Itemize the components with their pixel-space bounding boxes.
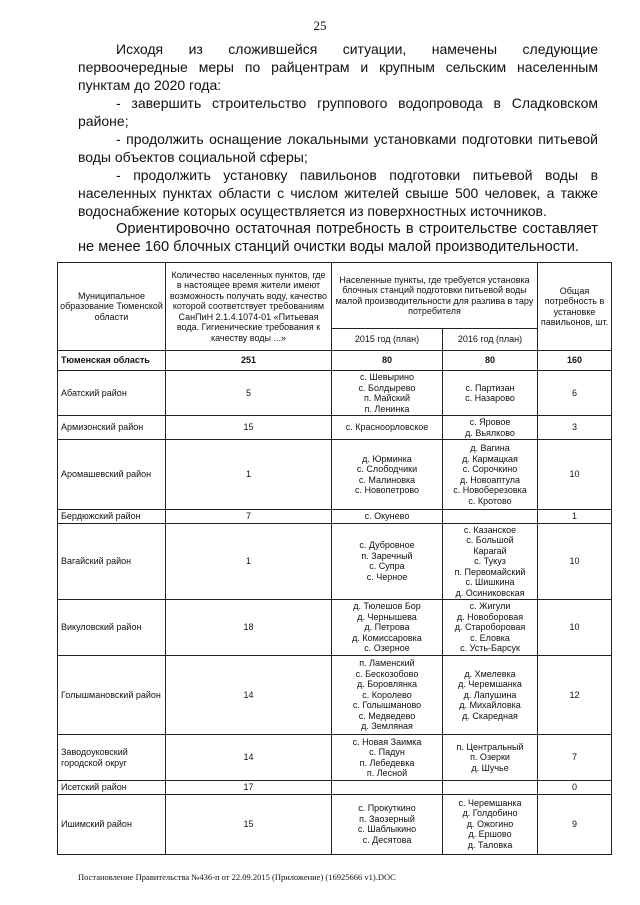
settlements-2015-cell (332, 371, 443, 416)
settlement-name: с. Бескозобово (355, 668, 419, 679)
settlement-name: с. Дубровное (359, 540, 415, 551)
settlements-2015-cell (332, 351, 443, 371)
district-cell: Аромашевский район (58, 440, 166, 510)
settlement-name: д. Чернышева (357, 611, 417, 622)
count-cell: 14 (166, 735, 332, 781)
total-cell: 1 (538, 510, 612, 524)
table-row (58, 656, 612, 735)
total-cell: 9 (538, 794, 612, 854)
total-cell: 10 (538, 600, 612, 656)
settlement-name: с. Черемшанка (458, 797, 522, 808)
settlement-name: с. Новая Заимка (352, 736, 422, 747)
settlement-name: д. Шучье (471, 762, 509, 773)
total-cell: 160 (538, 351, 612, 371)
table-row (58, 416, 612, 440)
settlement-name: с. Кротово (468, 495, 512, 506)
table-row (58, 781, 612, 795)
district-cell: Исетский район (58, 781, 166, 795)
settlements-2016-cell (443, 440, 538, 510)
settlements-2015-cell (332, 416, 443, 440)
settlement-name: с. Королево (362, 689, 412, 700)
count-cell: 251 (166, 351, 332, 371)
settlement-name: п. Ленинка (364, 403, 410, 414)
settlements-2015-cell (332, 600, 443, 656)
settlement-name: Карагай (473, 545, 507, 556)
settlements-2015-cell (332, 510, 443, 524)
table-row (58, 440, 612, 510)
settlement-name: с. Окунево (364, 511, 410, 521)
settlement-name: д. Ершово (468, 829, 512, 840)
settlements-2016-cell (443, 656, 538, 735)
settlements-table (57, 262, 612, 855)
table-row (58, 523, 612, 600)
settlement-name: п. Озерки (470, 752, 510, 763)
settlements-2016-cell (443, 351, 538, 371)
settlement-name: с. Голышманово (352, 700, 422, 711)
settlement-name: с. Казанское (463, 524, 517, 535)
settlements-2016-cell (443, 600, 538, 656)
header-2015: 2015 год (план) (332, 329, 443, 351)
intro-paragraph-5: Ориентировочно остаточная потребность в строительстве составляет не менее 160 блочных станций очистки воды малой производительности. (78, 221, 598, 255)
district-cell: Викуловский район (58, 600, 166, 656)
table-row (58, 600, 612, 656)
settlement-name: с. Жигули (469, 601, 511, 612)
settlement-name: 80 (485, 355, 496, 366)
settlement-name: с. Малиновка (358, 474, 416, 485)
settlement-name: д. Лапушина (463, 689, 517, 700)
count-cell: 1 (166, 440, 332, 510)
settlements-2016-cell (443, 794, 538, 854)
settlement-name: с. Черное (366, 571, 408, 582)
count-cell: 15 (166, 416, 332, 440)
total-cell: 6 (538, 371, 612, 416)
total-cell: 0 (538, 781, 612, 795)
settlement-name: д. Хмелевка (464, 668, 516, 679)
settlement-name: д. Земляная (361, 721, 413, 732)
settlement-name: с. Новоберезовка (453, 485, 527, 495)
intro-paragraph-2: - завершить строительство группового водопровода в Сладковском районе; (78, 95, 598, 129)
district-cell: Абатский район (58, 371, 166, 416)
document-footer: Постановление Правительства №436-п от 22.09.2015 (Приложение) (16925666 v1).DOC (78, 872, 396, 882)
settlement-name: с. Десятова (362, 834, 412, 845)
settlement-name: с. Слободчики (356, 464, 418, 474)
settlement-name: п. Лесной (366, 768, 408, 778)
district-cell: Ишимский район (58, 794, 166, 854)
settlement-name: с. Шаблыкино (357, 824, 417, 834)
settlement-name: п. Заречный (361, 550, 413, 561)
count-cell: 1 (166, 523, 332, 600)
settlement-name: с. Болдырево (358, 382, 416, 393)
settlements-2016-cell (443, 735, 538, 781)
settlement-name: с. Прокуткино (358, 803, 416, 813)
settlement-name: с. Шевырино (359, 372, 414, 382)
total-cell: 10 (538, 440, 612, 510)
total-cell: 12 (538, 656, 612, 735)
district-cell: Заводоуковский городской округ (58, 735, 166, 781)
intro-paragraph-3: - продолжить оснащение локальными установками подготовки питьевой воды объектов социальной сферы; (78, 131, 598, 165)
district-cell: Вагайский район (58, 523, 166, 600)
settlement-name: п. Первомайский (454, 566, 526, 577)
settlement-name: д. Вьялково (465, 427, 515, 438)
total-cell: 3 (538, 416, 612, 440)
table-row (58, 510, 612, 524)
table-row (58, 351, 612, 371)
count-cell: 7 (166, 510, 332, 524)
settlement-name: д. Ожогино (466, 818, 514, 829)
table-row (58, 794, 612, 854)
table-row (58, 371, 612, 416)
settlement-name: с. Красноорловское (345, 422, 429, 433)
settlement-name: с. Шишкина (465, 577, 515, 587)
settlements-2015-cell (332, 523, 443, 600)
header-settlement-count: Количество населенных пунктов, где в настоящее время жители имеют возможность получать воду, качество которой соответствует требованиям СанПиН 2.1.4.1074-01 «Питьевая вода. Гигиенические требования к качеству воды ...» (166, 263, 332, 351)
header-2016: 2016 год (план) (443, 329, 538, 351)
settlement-name: д. Осиниковская (455, 587, 525, 598)
settlements-2015-cell (332, 794, 443, 854)
settlement-name: д. Голдобино (462, 808, 518, 819)
intro-text (78, 40, 598, 256)
settlement-name: с. Медведево (358, 710, 416, 721)
settlement-name: с. Новопетрово (354, 485, 420, 495)
total-cell: 7 (538, 735, 612, 781)
table-header (58, 263, 612, 351)
count-cell: 18 (166, 600, 332, 656)
header-municipality: Муниципальное образование Тюменской области (58, 263, 166, 351)
settlement-name: с. Назарово (465, 393, 515, 403)
settlement-name: д. Вагина (470, 443, 510, 453)
settlement-name: п. Заозерный (359, 813, 415, 824)
settlements-2016-cell (443, 371, 538, 416)
settlement-name: п. Лебедевка (359, 757, 415, 768)
count-cell: 5 (166, 371, 332, 416)
settlement-name: д. Черемшанка (458, 679, 522, 690)
settlement-name: п. Майский (364, 393, 410, 403)
table-row (58, 735, 612, 781)
settlements-2016-cell (443, 416, 538, 440)
settlement-name: д. Тюлешов Бор (353, 601, 421, 612)
settlement-name: с. Падун (369, 747, 405, 757)
table-body (58, 351, 612, 855)
count-cell: 14 (166, 656, 332, 735)
count-cell: 17 (166, 781, 332, 795)
settlement-name: д. Староборовая (454, 622, 526, 633)
settlement-name: п. Центральный (456, 741, 524, 752)
page-number: 25 (313, 18, 327, 33)
settlement-name: с. Большой (466, 535, 514, 545)
total-cell: 10 (538, 523, 612, 600)
intro-paragraph-1: Исходя из сложившейся ситуации, намечены следующие первоочередные меры по райцентрам и крупным сельским населенным пунктам до 2020 года: (78, 41, 598, 93)
district-cell: Бердюжский район (58, 510, 166, 524)
settlement-name: 80 (381, 355, 392, 366)
header-settlements-needed: Населенные пункты, где требуется установка блочных станций подготовки питьевой воды малой производительности для разлива в тару потребителя (332, 263, 538, 329)
header-total-need: Общая потребность в установке павильонов, шт. (538, 263, 612, 351)
settlements-2015-cell (332, 735, 443, 781)
settlement-name: с. Тукуз (474, 556, 506, 566)
settlement-name: д. Юрминка (362, 453, 412, 464)
settlement-name: д. Кармацкая (462, 453, 518, 464)
settlement-name: с. Еловка (470, 632, 510, 643)
district-cell: Тюменская область (58, 351, 166, 371)
district-cell: Армизонский район (58, 416, 166, 440)
settlements-2015-cell (332, 656, 443, 735)
settlements-2015-cell (332, 440, 443, 510)
settlements-2016-cell (443, 523, 538, 600)
intro-paragraph-4: - продолжить установку павильонов подготовки питьевой воды в населенных пунктах области с числом жителей свыше 500 человек, а также водоснабжение которых осуществляется из поверхностных источников. (78, 167, 598, 219)
count-cell: 15 (166, 794, 332, 854)
settlement-name: д. Новоборовая (456, 611, 524, 622)
settlement-name: д. Скаредная (462, 710, 518, 721)
settlement-name: с. Озерное (364, 643, 410, 654)
settlement-name: с. Яровое (469, 417, 511, 427)
settlement-name: д. Таловка (467, 839, 513, 850)
settlement-name: с. Сорочкино (462, 464, 518, 474)
settlement-name: с. Супра (369, 561, 405, 572)
settlements-2016-cell (443, 510, 538, 524)
settlement-name: д. Боровлянка (357, 679, 417, 690)
district-cell: Голышмановский район (58, 656, 166, 735)
settlements-2015-cell (332, 781, 443, 795)
settlement-name: д. Михайловка (459, 700, 521, 711)
settlements-2016-cell (443, 781, 538, 795)
settlement-name: п. Ламенский (359, 658, 415, 669)
settlement-name: с. Партизан (465, 382, 515, 393)
settlement-name: д. Петрова (364, 622, 410, 633)
settlement-name: д. Комиссаровка (352, 632, 422, 643)
settlement-name: с. Усть-Барсук (460, 643, 520, 654)
settlement-name: д. Новоаптула (459, 474, 521, 485)
